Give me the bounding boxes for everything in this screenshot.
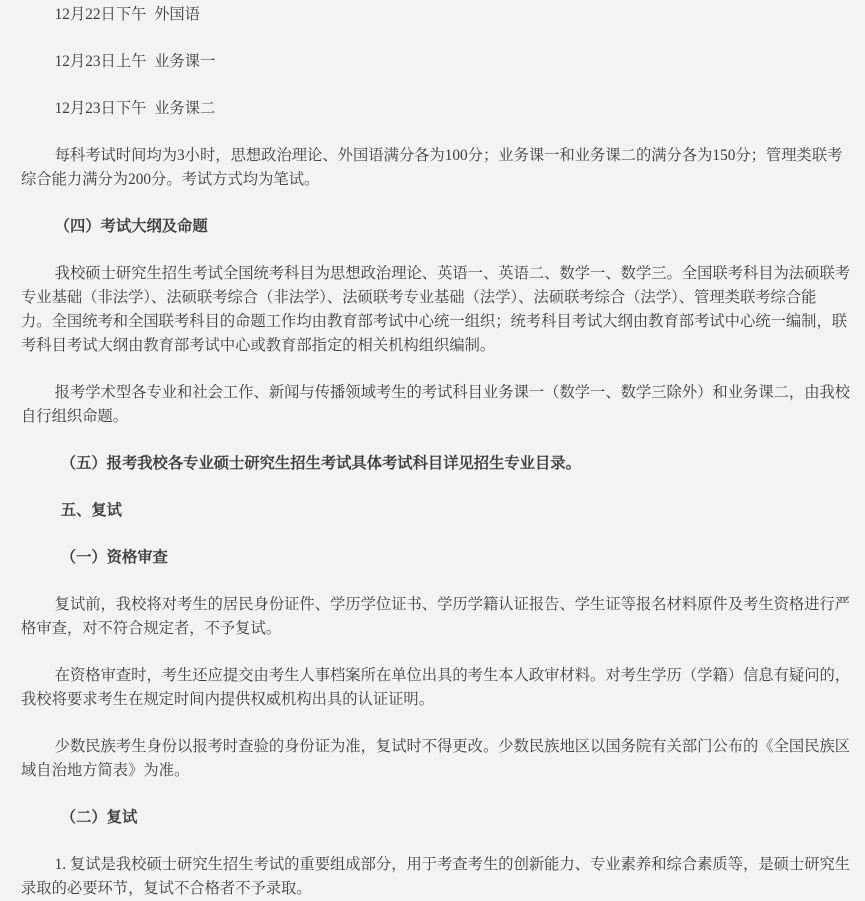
text-line: 我校将要求考生在规定时间内提供权威机构出具的认证证明。 [21, 691, 435, 708]
exam-schedule-line [21, 97, 845, 121]
text-line: 12月23日下午 业务课二 [54, 100, 216, 117]
text-line: 格审查，对不符合规定者，不予复试。 [21, 620, 282, 637]
text-line: 录取的必要环节，复试不合格者不予录取。 [21, 880, 312, 897]
text-line: 12月22日下午 外国语 [54, 6, 200, 23]
text-line: 在资格审查时，考生还应提交由考生人事档案所在单位出具的考生本人政审材料。对考生学历（学籍）信息有疑问的， [54, 667, 851, 684]
paragraph-document-verification [21, 593, 851, 641]
paragraph-reexamination-importance [21, 853, 851, 901]
paragraph-national-exam-subjects [21, 262, 851, 358]
heading-text: （一）资格审查 [60, 549, 168, 566]
heading-section-4-exam-outline [21, 215, 845, 239]
paragraph-political-review-materials [21, 664, 851, 712]
paragraph-exam-duration [21, 144, 845, 192]
exam-schedule-line [21, 3, 845, 27]
text-line: 专业基础（非法学）、法硕联考综合（非法学）、法硕联考专业基础（法学）、法硕联考综合（法学）、管理类联考综合能 [21, 289, 817, 306]
heading-text: （四）考试大纲及命题 [54, 218, 208, 235]
text-line: 12月23日上午 业务课一 [54, 53, 216, 70]
text-line: 域自治地方简表》为准。 [21, 762, 190, 779]
text-line: 力。全国统考和全国联考科目的命题工作均由教育部考试中心统一组织；统考科目考试大纲由教育部考试中心统一编制，联 [21, 313, 848, 330]
text-line: 少数民族考生身份以报考时查验的身份证为准，复试时不得更改。少数民族地区以国务院有关部门公布的《全国民族区 [54, 738, 851, 755]
paragraph-ethnic-minority-identity [21, 735, 851, 783]
text-line: 我校硕士研究生招生考试全国统考科目为思想政治理论、英语一、英语二、数学一、数学三。全国联考科目为法硕联考 [54, 265, 851, 282]
heading-text: （五）报考我校各专业硕士研究生招生考试具体考试科目详见招生专业目录。 [60, 455, 581, 472]
text-line: 复试前，我校将对考生的居民身份证件、学历学位证书、学历学籍认证报告、学生证等报名材料原件及考生资格进行严 [54, 596, 851, 613]
heading-chapter-5-reexamination [21, 499, 845, 523]
heading-text: （二）复试 [60, 809, 138, 826]
heading-subsection-1-qualification-review [21, 546, 845, 570]
text-line: 自行组织命题。 [21, 408, 129, 425]
heading-section-5-subject-catalog [21, 452, 845, 476]
paragraph-self-proposed-subjects [21, 381, 851, 429]
text-line: 1. 复试是我校硕士研究生招生考试的重要组成部分，用于考查考生的创新能力、专业素养和综合素质等，是硕士研究生 [54, 856, 851, 873]
text-line: 报考学术型各专业和社会工作、新闻与传播领域考生的考试科目业务课一（数学一、数学三除外）和业务课二，由我校 [54, 384, 851, 401]
text-line: 考科目考试大纲由教育部考试中心或教育部指定的相关机构组织编制。 [21, 337, 496, 354]
text-line: 每科考试时间均为3小时，思想政治理论、外国语满分各为100分；业务课一和业务课二的满分各为150分；管理类联考 [54, 147, 843, 164]
exam-schedule-line [21, 50, 845, 74]
heading-text: 五、复试 [60, 502, 122, 519]
text-line: 综合能力满分为200分。考试方式均为笔试。 [21, 171, 320, 188]
heading-subsection-2-reexamination [21, 806, 845, 830]
